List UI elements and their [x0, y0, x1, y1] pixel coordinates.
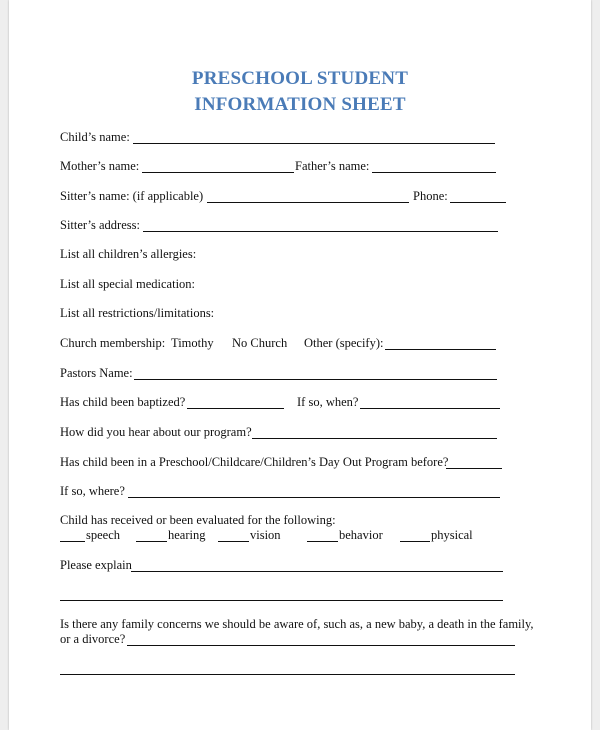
sitter-address-label: Sitter’s address: — [60, 218, 140, 232]
eval-option-vision: vision — [250, 528, 281, 542]
form-title-line-2: INFORMATION SHEET — [194, 94, 406, 115]
father-name-label: Father’s name: — [295, 159, 370, 173]
church-option-timothy[interactable]: Timothy — [171, 336, 214, 350]
church-option-no-church[interactable]: No Church — [232, 336, 288, 350]
evaluated-label: Child has received or been evaluated for the following: — [60, 513, 336, 527]
please-explain-label: Please explain — [60, 558, 132, 572]
prev-program-label: Has child been in a Preschool/Childcare/Children’s Day Out Program before? — [60, 455, 449, 469]
prev-program-line[interactable] — [446, 468, 502, 469]
sitter-address-line[interactable] — [143, 231, 498, 232]
child-name-label: Child’s name: — [60, 130, 130, 144]
restrictions-label: List all restrictions/limitations: — [60, 306, 215, 320]
family-concerns-label-1: Is there any family concerns we should be aware of, such as, a new baby, a death in the family, — [60, 617, 534, 631]
phone-line[interactable] — [450, 202, 506, 203]
eval-option-behavior: behavior — [339, 528, 383, 542]
form-title-line-1: PRESCHOOL STUDENT — [191, 68, 409, 89]
phone-label: Phone: — [413, 189, 448, 203]
physical-blank[interactable] — [400, 541, 430, 542]
hearing-blank[interactable] — [136, 541, 167, 542]
sitter-name-line[interactable] — [207, 202, 409, 203]
mother-name-line[interactable] — [142, 172, 294, 173]
hear-about-line[interactable] — [252, 438, 497, 439]
behavior-blank[interactable] — [307, 541, 338, 542]
baptized-when-line[interactable] — [360, 408, 500, 409]
baptized-line[interactable] — [187, 408, 284, 409]
eval-option-physical: physical — [431, 528, 473, 542]
eval-option-speech: speech — [86, 528, 121, 542]
hear-about-label: How did you hear about our program? — [60, 425, 252, 439]
pastors-name-line[interactable] — [134, 379, 497, 380]
baptized-label: Has child been baptized? — [60, 395, 186, 409]
if-so-where-label: If so, where? — [60, 484, 125, 498]
allergies-label: List all children’s allergies: — [60, 247, 197, 261]
church-membership-label: Church membership: — [60, 336, 166, 350]
sitter-name-label: Sitter’s name: (if applicable) — [60, 189, 204, 203]
family-concerns-line-2[interactable] — [60, 674, 515, 675]
child-name-line[interactable] — [133, 143, 495, 144]
please-explain-line-1[interactable] — [131, 571, 503, 572]
father-name-line[interactable] — [372, 172, 496, 173]
speech-blank[interactable] — [60, 541, 85, 542]
if-so-where-line[interactable] — [128, 497, 500, 498]
baptized-when-label: If so, when? — [297, 395, 359, 409]
family-concerns-line-1[interactable] — [127, 645, 515, 646]
family-concerns-label-2: or a divorce? — [60, 632, 126, 646]
church-other-line[interactable] — [385, 349, 496, 350]
eval-option-hearing: hearing — [168, 528, 206, 542]
mother-name-label: Mother’s name: — [60, 159, 140, 173]
church-other-label: Other (specify): — [304, 336, 384, 350]
pastors-name-label: Pastors Name: — [60, 366, 133, 380]
please-explain-line-2[interactable] — [60, 600, 503, 601]
medication-label: List all special medication: — [60, 277, 196, 291]
vision-blank[interactable] — [218, 541, 249, 542]
